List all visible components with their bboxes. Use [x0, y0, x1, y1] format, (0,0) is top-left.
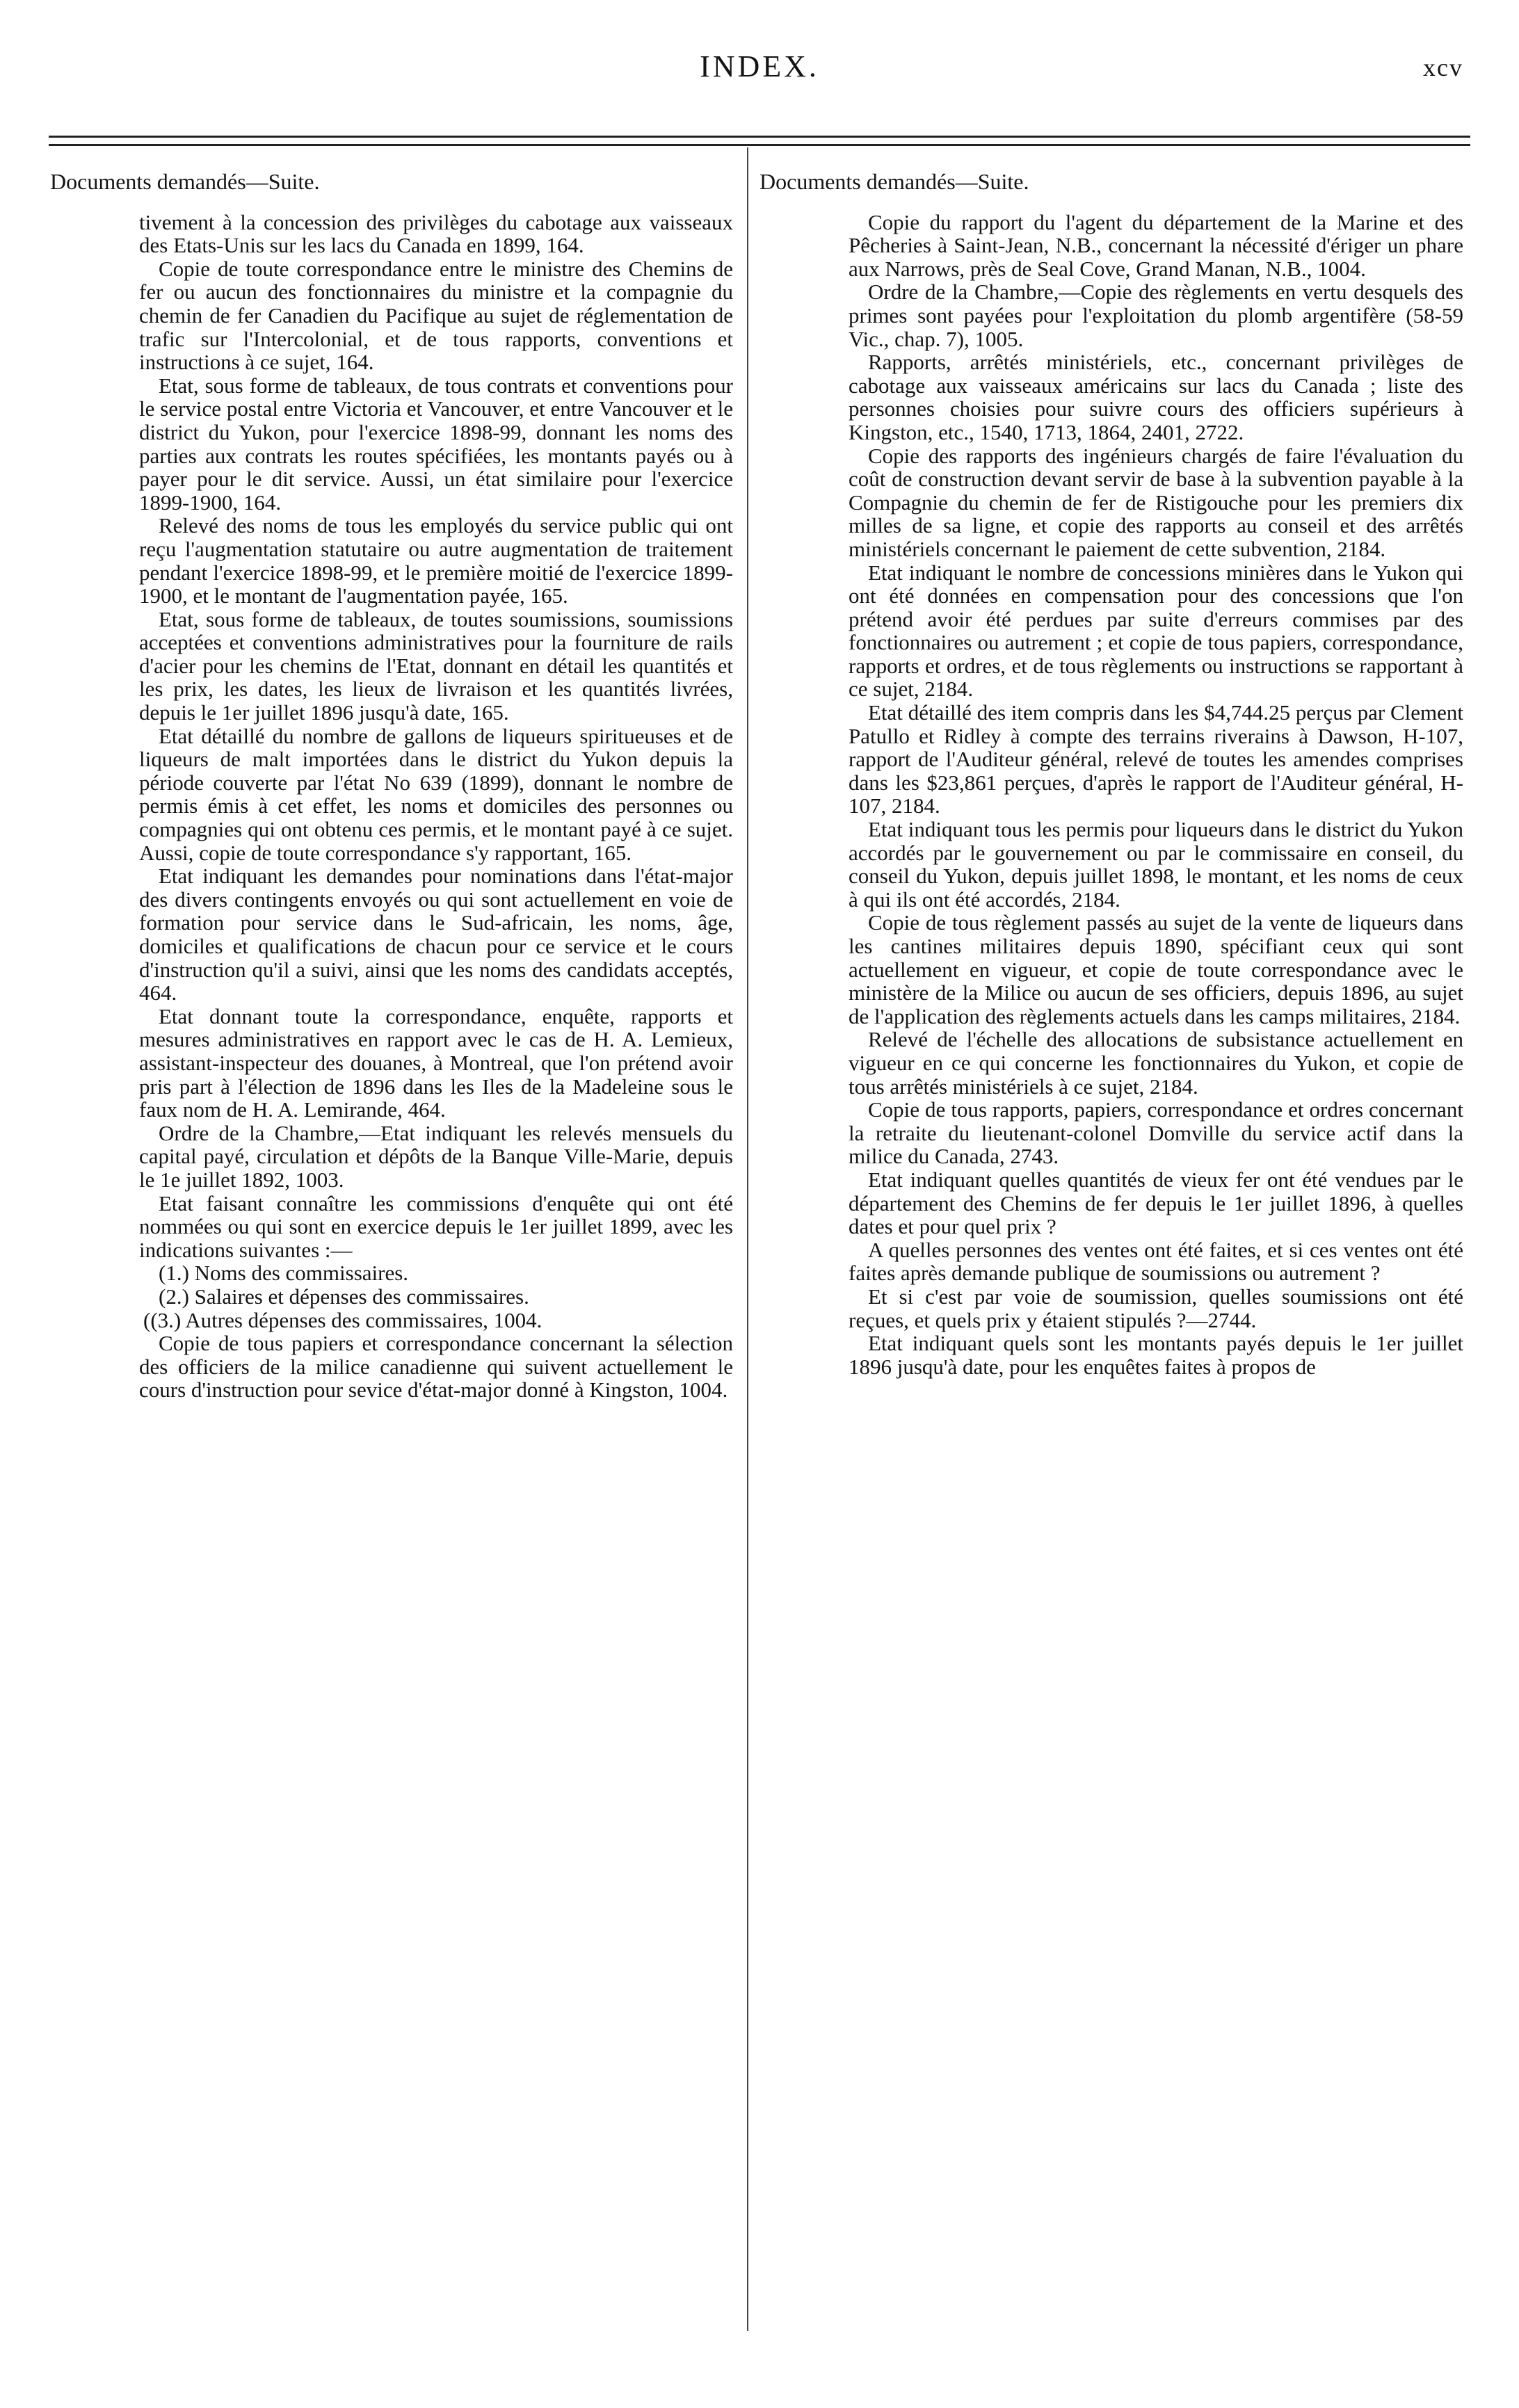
- index-entry: Copie du rapport du l'agent du département de la Marine et des Pêcheries à Saint-Jean, N.B., concernant la nécessité d'ériger un phare aux Narrows, près de Seal Cove, Grand Manan, N.B., 1004.: [849, 209, 1463, 281]
- index-entry: Etat faisant connaître les commissions d'enquête qui ont été nommées ou qui sont en exercice depuis le 1er juillet 1899, avec les indications suivantes :—: [139, 1190, 733, 1262]
- page-title: INDEX.: [700, 49, 819, 83]
- header-rule-top: [49, 136, 1470, 138]
- header-rule-bottom: [49, 144, 1470, 146]
- index-entry: Relevé de l'échelle des allocations de subsistance actuellement en vigueur en ce qui concerne les fonctionnaires du Yukon, et copie de tous arrêtés ministériels à ce sujet, 2184.: [849, 1027, 1463, 1099]
- index-entry: Etat indiquant tous les permis pour liqueurs dans le district du Yukon accordés par le gouvernement ou par le commissaire en conseil, du conseil du Yukon, depuis juillet 1898, le montant, et les noms de ceux à qui ils ont été accordés, 2184.: [849, 817, 1463, 912]
- index-entry: Etat, sous forme de tableaux, de tous contrats et conventions pour le service postal entre Victoria et Vancouver, et entre Vancouver et le district du Yukon, pour l'exercice 1898-99, donnant les noms des parties aux contrats les routes spécifiées, les montants payés ou à payer pour le dit service. Aussi, un état similaire pour l'exercice 1899-1900, 164.: [139, 373, 733, 515]
- column-divider: [747, 147, 748, 2331]
- index-entry: tivement à la concession des privilèges du cabotage aux vaisseaux des Etats-Unis sur les lacs du Canada en 1899, 164.: [139, 209, 733, 258]
- index-entry: Etat détaillé du nombre de gallons de liqueurs spiritueuses et de liqueurs de malt importées dans le district du Yukon depuis la période couverte par l'état No 639 (1899), donnant le nombre de permis émis à cet effet, les noms et domiciles des personnes ou compagnies qui ont obtenu ces permis, et le montant payé à ce sujet. Aussi, copie de toute correspondance s'y rapportant, 165.: [139, 723, 733, 865]
- index-entry: Copie des rapports des ingénieurs chargés de faire l'évaluation du coût de construction devant servir de base à la subvention payable à la Compagnie du chemin de fer de Ristigouche pour les premiers dix milles de sa ligne, et copie des rapports au conseil et des arrêtés ministériels concernant le paiement de cette subvention, 2184.: [849, 443, 1463, 561]
- left-column: [50, 170, 733, 1402]
- right-column: [760, 170, 1463, 1378]
- index-entry: Etat indiquant le nombre de concessions minières dans le Yukon qui ont été données en compensation pour des concessions que l'on prétend avoir été perdues par suite d'erreurs commises par des fonctionnaires ou autrement ; et copie de tous papiers, correspondance, rapports et ordres, et de tous règlements ou instructions se rapportant à ce sujet, 2184.: [849, 560, 1463, 702]
- index-entry: Ordre de la Chambre,—Copie des règlements en vertu desquels des primes sont payées pour l'exploitation du plomb argentifère (58-59 Vic., chap. 7), 1005.: [849, 280, 1463, 351]
- index-entry: Copie de tous rapports, papiers, correspondance et ordres concernant la retraite du lieutenant-colonel Domville du service actif dans la milice du Canada, 2743.: [849, 1097, 1463, 1169]
- left-column-heading: Documents demandés—Suite.: [50, 169, 320, 194]
- index-entry: Etat indiquant quelles quantités de vieux fer ont été vendues par le département des Chemins de fer depuis le 1er juillet 1896, à quelles dates et pour quel prix ?: [849, 1167, 1463, 1239]
- page-number: xcv: [1423, 54, 1463, 81]
- list-item: (2.) Salaires et dépenses des commissaires.: [159, 1284, 529, 1309]
- index-entry: Etat détaillé des item compris dans les $4,744.25 perçus par Clement Patullo et Ridley à compte des terrains riverains à Dawson, H-107, rapport de l'Auditeur général, relevé de toutes les amendes comprises dans les $23,861 perçues, d'après le rapport de l'Auditeur général, H-107, 2184.: [849, 700, 1463, 818]
- index-entry: Etat indiquant les demandes pour nominations dans l'état-major des divers contingents envoyés ou qui sont actuellement en voie de formation pour service dans le Sud-africain, les noms, âge, domiciles et qualifications de chacun pour ce service et le cours d'instruction qu'il a suivi, ainsi que les noms des candidats acceptés, 464.: [139, 864, 733, 1005]
- index-entry: Et si c'est par voie de soumission, quelles soumissions ont été reçues, et quels prix y étaient stipulés ?—2744.: [849, 1284, 1463, 1332]
- page-header: [49, 49, 1470, 97]
- list-item: (1.) Noms des commissaires.: [159, 1261, 409, 1286]
- index-entry: Ordre de la Chambre,—Etat indiquant les relevés mensuels du capital payé, circulation et dépôts de la Banque Ville-Marie, depuis le 1e juillet 1892, 1003.: [139, 1120, 733, 1192]
- left-entries: [139, 211, 733, 1402]
- index-entry: Copie de tous règlement passés au sujet de la vente de liqueurs dans les cantines militaires depuis 1890, spécifiant ceux qui sont actuellement en vigueur, et copie de toute correspondance avec le ministère de la Milice ou aucun de ses officiers, depuis 1896, au sujet de l'application des règlements actuels dans les camps militaires, 2184.: [849, 910, 1463, 1028]
- index-entry: Relevé des noms de tous les employés du service public qui ont reçu l'augmentation statutaire ou autre augmentation de traitement pendant l'exercice 1898-99, et le première moitié de l'exercice 1899-1900, et le montant de l'augmentation payée, 165.: [139, 513, 733, 608]
- right-column-heading: Documents demandés—Suite.: [760, 169, 1029, 194]
- index-entry: Copie de toute correspondance entre le ministre des Chemins de fer ou aucun des fonctionnaires du ministre et la compagnie du chemin de fer Canadien du Pacifique au sujet de réglementation de trafic sur l'Intercolonial, et de tous rapports, conventions et instructions à ce sujet, 164.: [139, 256, 733, 375]
- index-entry: Etat, sous forme de tableaux, de toutes soumissions, soumissions acceptées et conventions administratives pour la fourniture de rails d'acier pour les chemins de l'Etat, donnant en détail les quantités et les prix, les dates, les lieux de livraison et les quantités livrées, depuis le 1er juillet 1896 jusqu'à date, 165.: [139, 606, 733, 725]
- index-entry: Rapports, arrêtés ministériels, etc., concernant privilèges de cabotage aux vaisseaux américains sur lacs du Canada ; liste des personnes choisies pour suivre cours des officiers supérieurs à Kingston, etc., 1540, 1713, 1864, 2401, 2722.: [849, 350, 1463, 444]
- right-entries: [849, 211, 1463, 1379]
- list-item: ((3.) Autres dépenses des commissaires, 1004.: [143, 1307, 542, 1332]
- index-entry: A quelles personnes des ventes ont été faites, et si ces ventes ont été faites après demande publique de soumissions ou autrement ?: [849, 1237, 1463, 1286]
- index-entry: Etat donnant toute la correspondance, enquête, rapports et mesures administratives en rapport avec le cas de H. A. Lemieux, assistant-inspecteur des douanes, à Montreal, que l'on prétend avoir pris part à l'élection de 1896 dans les Iles de la Madeleine sous le faux nom de H. A. Lemirande, 464.: [139, 1003, 733, 1122]
- index-entry: Copie de tous papiers et correspondance concernant la sélection des officiers de la milice canadienne qui suivent actuellement le cours d'instruction pour sevice d'état-major donné à Kingston, 1004.: [139, 1331, 733, 1403]
- index-entry: Etat indiquant quels sont les montants payés depuis le 1er juillet 1896 jusqu'à date, pour les enquêtes faites à propos de: [849, 1331, 1463, 1379]
